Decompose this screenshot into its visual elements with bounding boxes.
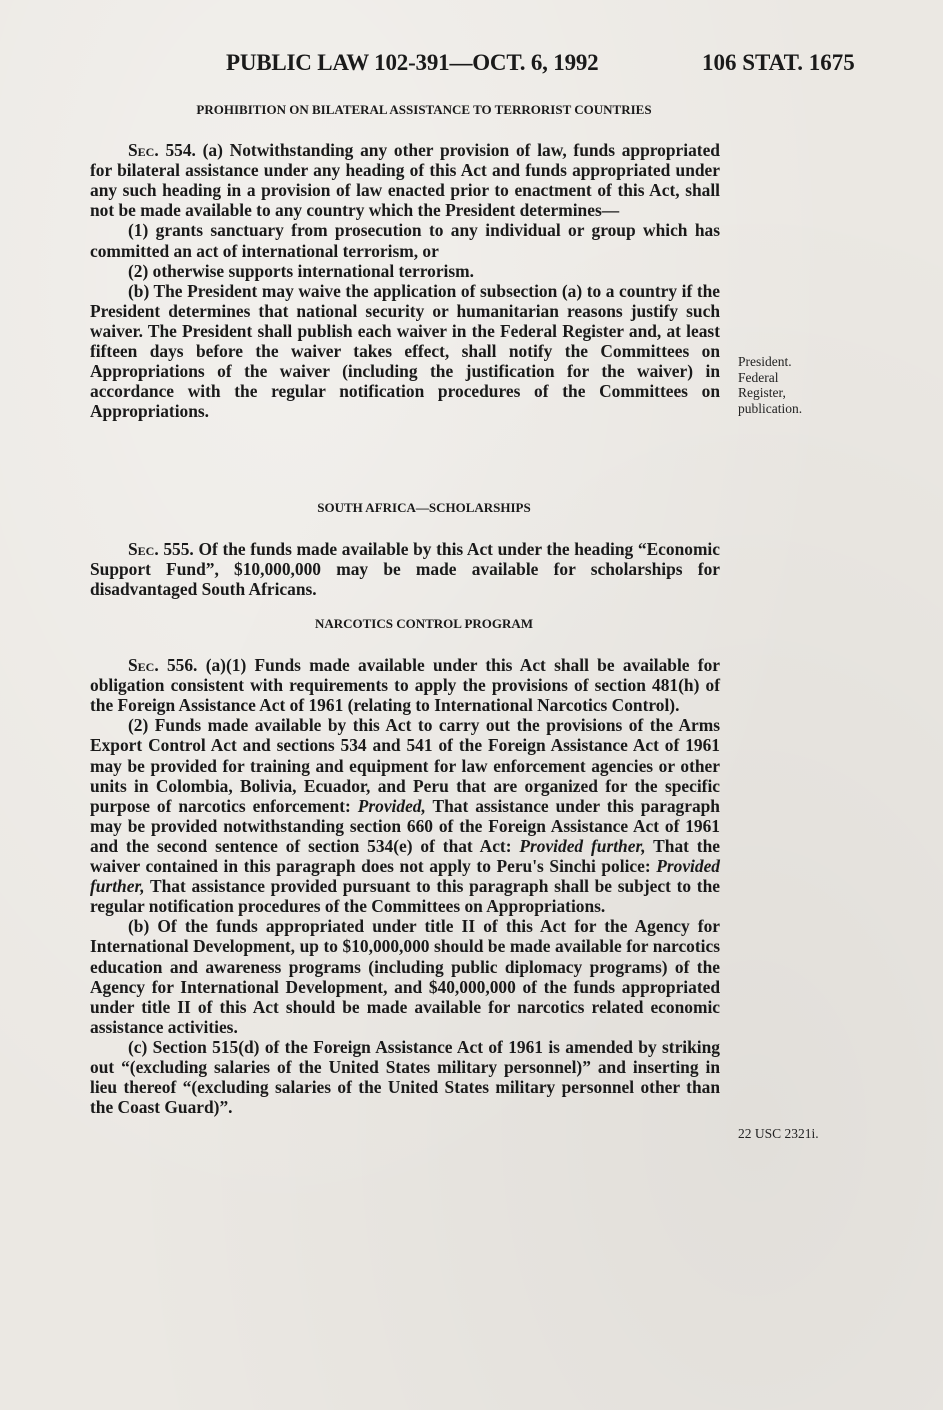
section-555-caption: SOUTH AFRICA—SCHOLARSHIPS: [317, 500, 531, 515]
margin-note-usc: 22 USC 2321i.: [738, 1126, 819, 1141]
section-556-para-c: (c) Section 515(d) of the Foreign Assistance Act of 1961 is amended by striking out “(excluding salaries of the United States military personnel)” and inserting in lieu thereof “(excluding salaries of the United States military personnel other than the Coast Guard)”.: [90, 1036, 720, 1118]
section-556-para-a2: [90, 715, 720, 916]
section-556: [90, 614, 720, 1117]
section-556-label: Sec. 556.: [128, 655, 198, 676]
page-header-stat: 106 STAT. 1675: [702, 50, 855, 75]
section-554-label: Sec. 554.: [128, 140, 196, 161]
section-556-para-b: (b) Of the funds appropriated under title II of this Act for the Agency for International Development, up to $10,000,000 should be made available for narcotics education and awareness programs (including public diplomacy programs) of the Agency for International Development, and $40,000,000 of the funds appropriated under title II of this Act should be made available for narcotics related economic assistance activities.: [90, 916, 720, 1037]
section-556-para-a2-part3: That the waiver contained in this paragraph does not apply to Peru's Sinchi police:: [90, 835, 720, 877]
section-554-para-a: [90, 140, 720, 220]
margin-note-president-text: President.: [738, 354, 792, 369]
section-556-para-a2-part1: (2) Funds made available by this Act to carry out the provisions of the Arms Export Control Act and sections 534 and 541 of the Foreign Assistance Act of 1961 may be provided for training and equipment for law enforcement agencies or other units in Colombia, Bolivia, Ecuador, and Peru that are organized for the specific purpose of narcotics enforcement:: [90, 715, 720, 816]
section-555-body: Of the funds made available by this Act under the heading “Economic Support Fund”, $10,000,000 may be made available for scholarships for disadvantaged South Africans.: [90, 539, 720, 600]
provided-further-italic-2: Provided further,: [90, 856, 720, 897]
section-556-caption: NARCOTICS CONTROL PROGRAM: [314, 616, 534, 631]
section-554-item-1: (1) grants sanctuary from prosecution to any individual or group which has committed an act of international terrorism, or: [90, 220, 720, 261]
section-554: [90, 100, 720, 421]
margin-note-publication: publication.: [738, 400, 803, 416]
section-554-item-2: (2) otherwise supports international terrorism.: [128, 260, 474, 281]
section-555-label: Sec. 555.: [128, 539, 194, 560]
section-555-text: [90, 539, 720, 599]
section-555: [90, 498, 720, 599]
section-556-para-a2-part4: That assistance provided pursuant to this paragraph shall be subject to the regular notification procedures of the Committees on Appropriations.: [90, 876, 720, 917]
margin-note-federal-register: Federal Register,: [738, 369, 786, 400]
page-header-title: PUBLIC LAW 102-391—OCT. 6, 1992: [226, 50, 599, 75]
section-554-para-b: (b) The President may waive the application of subsection (a) to a country if the President determines that national security or humanitarian reasons justify such waiver. The President shall publish each waiver in the Federal Register and, at least fifteen days before the waiver takes effect, shall notify the Committees on Appropriations of the waiver (including the justification for the waiver) in accordance with the regular notification procedures of the Committees on Appropriations.: [90, 280, 720, 422]
margin-note-president: [738, 354, 808, 416]
provided-further-italic-1: Provided further,: [519, 835, 646, 856]
provided-italic: Provided,: [357, 795, 426, 816]
section-554-para-a-text: (a) Notwithstanding any other provision of law, funds appropriated for bilateral assistance under any heading of this Act and funds appropriated under any such heading in a provision of law enacted prior to enactment of this Act, shall not be made available to any country which the President determines—: [90, 140, 720, 221]
section-556-para-a1: [90, 655, 720, 715]
section-556-para-a2-part2: That assistance under this paragraph may be provided notwithstanding section 660 of the Foreign Assistance Act of 1961 and the second sentence of section 534(e) of that Act:: [90, 795, 720, 856]
section-556-para-a1-text: (a)(1) Funds made available under this Act shall be available for obligation consistent with requirements to apply the provisions of section 481(h) of the Foreign Assistance Act of 1961 (relating to International Narcotics Control).: [90, 655, 720, 716]
section-554-caption: PROHIBITION ON BILATERAL ASSISTANCE TO TERRORIST COUNTRIES: [196, 102, 652, 117]
